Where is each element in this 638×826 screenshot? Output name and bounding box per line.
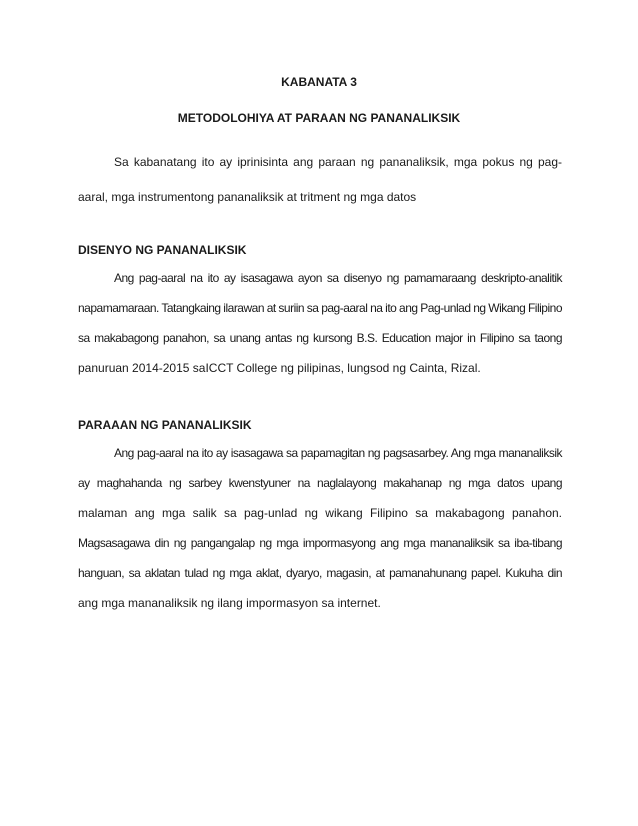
section-heading-paraan: PARAAAN NG PANANALIKSIK <box>78 418 252 432</box>
section-1-line-4: panuruan 2014-2015 saICCT College ng pilipinas, lungsod ng Cainta, Rizal. <box>78 361 481 375</box>
section-2-line-6: ang mga mananaliksik ng ilang impormasyon sa internet. <box>78 596 381 610</box>
section-heading-disenyo: DISENYO NG PANANALIKSIK <box>78 243 247 257</box>
section-2-line-2: ay maghahanda ng sarbey kwenstyuner na naglalayong makahanap ng mga datos upang <box>78 476 562 490</box>
section-1-line-2: napamamaraan. Tatangkaing ilarawan at suriin sa pag-aaral na ito ang Pag-unlad ng Wikang Filipino <box>78 301 562 315</box>
chapter-title: METODOLOHIYA AT PARAAN NG PANANALIKSIK <box>177 111 461 125</box>
section-1-line-3: sa makabagong panahon, sa unang antas ng kursong B.S. Education major in Filipino sa taong <box>78 331 562 345</box>
section-2-line-3: malaman ang mga salik sa pag-unlad ng wikang Filipino sa makabagong panahon. <box>78 506 562 520</box>
chapter-number: KABANATA 3 <box>281 75 357 89</box>
section-2-line-1: Ang pag-aaral na ito ay isasagawa sa papamagitan ng pagsasarbey. Ang mga mananaliksik <box>114 446 562 460</box>
section-1-line-1: Ang pag-aaral na ito ay isasagawa ayon sa disenyo ng pamamaraang deskripto-analitik <box>114 271 562 285</box>
intro-line-1: Sa kabanatang ito ay iprinisinta ang paraan ng pananaliksik, mga pokus ng pag- <box>114 155 562 169</box>
section-2-line-4: Magsasagawa din ng pangangalap ng mga impormasyong ang mga mananaliksik sa iba-tibang <box>78 536 562 550</box>
section-2-line-5: hanguan, sa aklatan tulad ng mga aklat, dyaryo, magasin, at pamanahunang papel. Kukuha din <box>78 566 562 580</box>
intro-line-2: aaral, mga instrumentong pananaliksik at tritment ng mga datos <box>78 190 417 204</box>
